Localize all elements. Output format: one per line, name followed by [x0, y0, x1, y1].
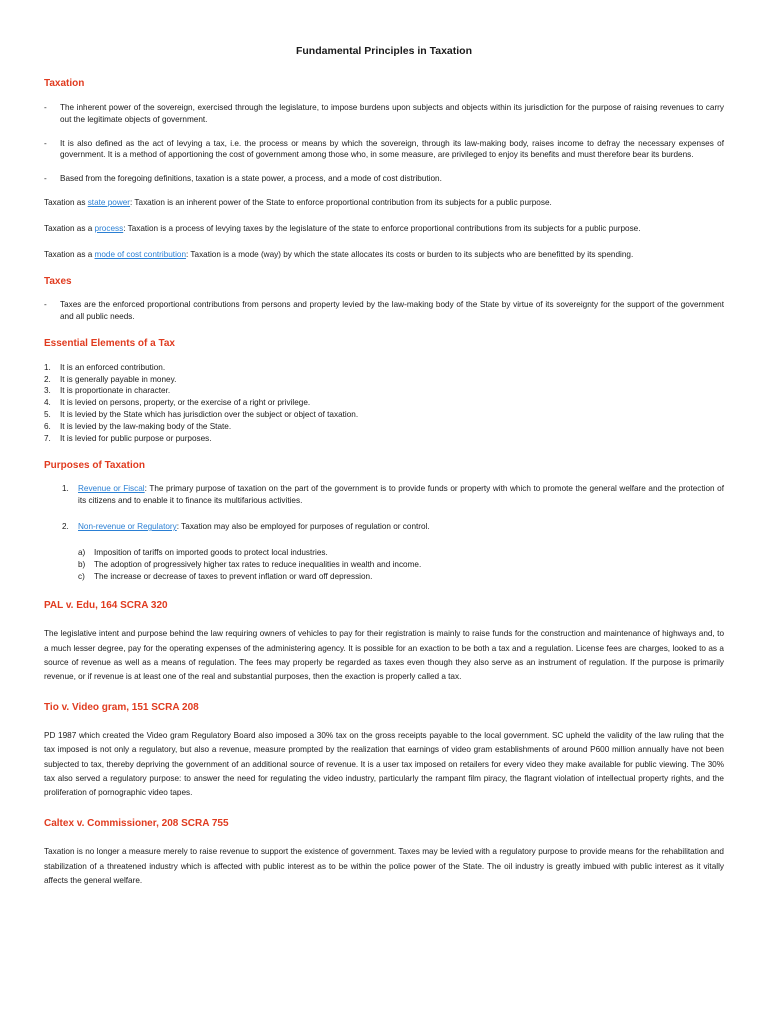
case-heading-caltex-v-commissioner: Caltex v. Commissioner, 208 SCRA 755: [44, 817, 229, 829]
bullet-item: [44, 102, 724, 126]
taxation-as-process: [44, 223, 724, 235]
list-item: [44, 385, 724, 397]
list-number: 4.: [44, 398, 51, 408]
list-number: 6.: [44, 422, 51, 432]
sub-list-item: [44, 559, 724, 571]
process-link[interactable]: process: [94, 224, 124, 234]
non-revenue-or-regulatory-link[interactable]: Non-revenue or Regulatory: [78, 522, 177, 532]
bullet-item: [44, 138, 724, 162]
para-prefix: Taxation as: [44, 198, 88, 208]
purpose-text: : The primary purpose of taxation on the part of the government is to provide funds or property with which to promote the general welfare and the protection of its citizens and to enable it to finance its multifarious activities.: [78, 484, 724, 506]
list-number: 5.: [44, 410, 51, 420]
para-text: : Taxation is an inherent power of the State to enforce proportional contribution from its subjects for a public purpose.: [130, 198, 552, 208]
taxation-as-power: [44, 197, 724, 209]
dash-marker: -: [44, 174, 47, 184]
case-heading-pal-v-edu: PAL v. Edu, 164 SCRA 320: [44, 599, 168, 611]
list-number: 2.: [44, 374, 51, 384]
case-text: PD 1987 which created the Video gram Regulatory Board also imposed a 30% tax on the gross receipts payable to the local government. SC upheld the validity of the law ruling that the tax imposed is not only a regulatory, but also a revenue, measure prompted by the realization that earnings of video gram establishments of around P600 million annually have not been subjected to tax, thereby depriving the government of an additional source of revenue. It is a user tax imposed on retailers for every video they make available for public viewing. The 30% tax also served a regulatory purpose: to answer the need for regulating the video industry, particularly the rampant film piracy, the flagrant violation of intellectual property rights, and the proliferation of pornographic video tapes.: [44, 731, 724, 798]
list-number: 1.: [44, 362, 51, 372]
case-text: Taxation is no longer a measure merely to raise revenue to support the existence of government. Taxes may be levied with a regulatory purpose to provide means for the rehabilitation and stabilization of a threatened industry which is affected with public interest as to be within the police power of the State. The oil industry is greatly imbued with public interest as it vitally affects the general welfare.: [44, 847, 724, 885]
sub-list-letter: b): [78, 559, 86, 569]
section-heading-taxes: Taxes: [44, 275, 72, 287]
list-text: It is proportionate in character.: [60, 386, 171, 396]
list-number: 2.: [62, 522, 69, 532]
document-title: Fundamental Principles in Taxation: [295, 45, 472, 57]
case-heading-tio-v-video-gram: Tio v. Video gram, 151 SCRA 208: [44, 701, 199, 713]
list-text: It is levied for public purpose or purposes.: [60, 433, 212, 443]
purpose-item: [44, 521, 724, 533]
bullet-item: [44, 299, 724, 323]
sub-list-item: [44, 547, 724, 559]
dash-marker: -: [44, 138, 47, 148]
regulatory-sub-list: [44, 547, 724, 583]
list-item: [44, 421, 724, 433]
list-item: [44, 374, 724, 386]
mode-of-cost-contribution-link[interactable]: mode of cost contribution: [94, 249, 187, 259]
section-heading-taxation: Taxation: [44, 78, 85, 90]
list-text: It is levied on persons, property, or the exercise of a right or privilege.: [60, 398, 311, 408]
list-item: [44, 362, 724, 374]
list-item: [44, 433, 724, 445]
sub-list-item: [44, 571, 724, 583]
case-text: The legislative intent and purpose behind the law requiring owners of vehicles to pay for their registration is mainly to raise funds for the construction and maintenance of highways and, to a much lesser degree, pay for the operating expenses of the administering agency. It is possible for an exaction to be both a tax and a regulation. License fees are charges, looked to as a source of revenue as well as a means of regulation. The fees may properly be regarded as taxes even though they also serve as an instrument of regulation. If the purpose is primarily revenue, or if revenue is at least one of the real and substantial purposes, then the exaction is properly called a tax.: [44, 629, 724, 682]
list-text: It is generally payable in money.: [60, 374, 177, 384]
bullet-item: [44, 173, 724, 185]
bullet-text: Based from the foregoing definitions, taxation is a state power, a process, and a mode of cost distribution.: [60, 174, 442, 184]
list-number: 3.: [44, 386, 51, 396]
list-text: It is levied by the law-making body of the State.: [60, 422, 232, 432]
taxation-as-mode: [44, 249, 724, 261]
purpose-item: [44, 483, 724, 507]
bullet-text: It is also defined as the act of levying a tax, i.e. the process or means by which the sovereign, through its law-making body, raises income to defray the necessary expenses of government. It is a method of apportioning the cost of government among those who, in some measure, are privileged to enjoy its benefits and must therefore bear its burdens.: [60, 138, 724, 160]
para-prefix: Taxation as a: [44, 224, 95, 234]
bullet-text: Taxes are the enforced proportional contributions from persons and property levied by the law-making body of the State by virtue of its sovereignty for the support of the government and all public needs.: [60, 300, 724, 322]
essential-elements-list: [44, 362, 724, 445]
sub-list-text: The adoption of progressively higher tax rates to reduce inequalities in wealth and income.: [94, 559, 422, 569]
sub-list-text: The increase or decrease of taxes to prevent inflation or ward off depression.: [94, 571, 373, 581]
revenue-or-fiscal-link[interactable]: Revenue or Fiscal: [78, 484, 145, 494]
list-text: It is an enforced contribution.: [60, 362, 166, 372]
purpose-text: : Taxation may also be employed for purposes of regulation or control.: [176, 522, 430, 532]
para-text: : Taxation is a mode (way) by which the state allocates its costs or burden to its subjects who are benefitted by its spending.: [186, 249, 634, 259]
list-number: 7.: [44, 433, 51, 443]
bullet-text: The inherent power of the sovereign, exercised through the legislature, to impose burdens upon subjects and objects within its jurisdiction for the purpose of raising revenues to carry out the legitimate objects of government.: [60, 102, 724, 124]
sub-list-letter: c): [78, 571, 85, 581]
para-text: : Taxation is a process of levying taxes by the legislature of the state to enforce proportional contributions from its subjects for a public purpose.: [123, 224, 641, 234]
list-item: [44, 397, 724, 409]
dash-marker: -: [44, 102, 47, 112]
list-number: 1.: [62, 484, 69, 494]
sub-list-letter: a): [78, 548, 86, 558]
list-text: It is levied by the State which has jurisdiction over the subject or object of taxation.: [60, 410, 359, 420]
sub-list-text: Imposition of tariffs on imported goods to protect local industries.: [94, 548, 328, 558]
dash-marker: -: [44, 300, 47, 310]
para-prefix: Taxation as a: [44, 249, 95, 259]
section-heading-essential-elements: Essential Elements of a Tax: [44, 338, 175, 350]
list-item: [44, 409, 724, 421]
state-power-link[interactable]: state power: [87, 198, 131, 208]
section-heading-purposes: Purposes of Taxation: [44, 459, 145, 471]
